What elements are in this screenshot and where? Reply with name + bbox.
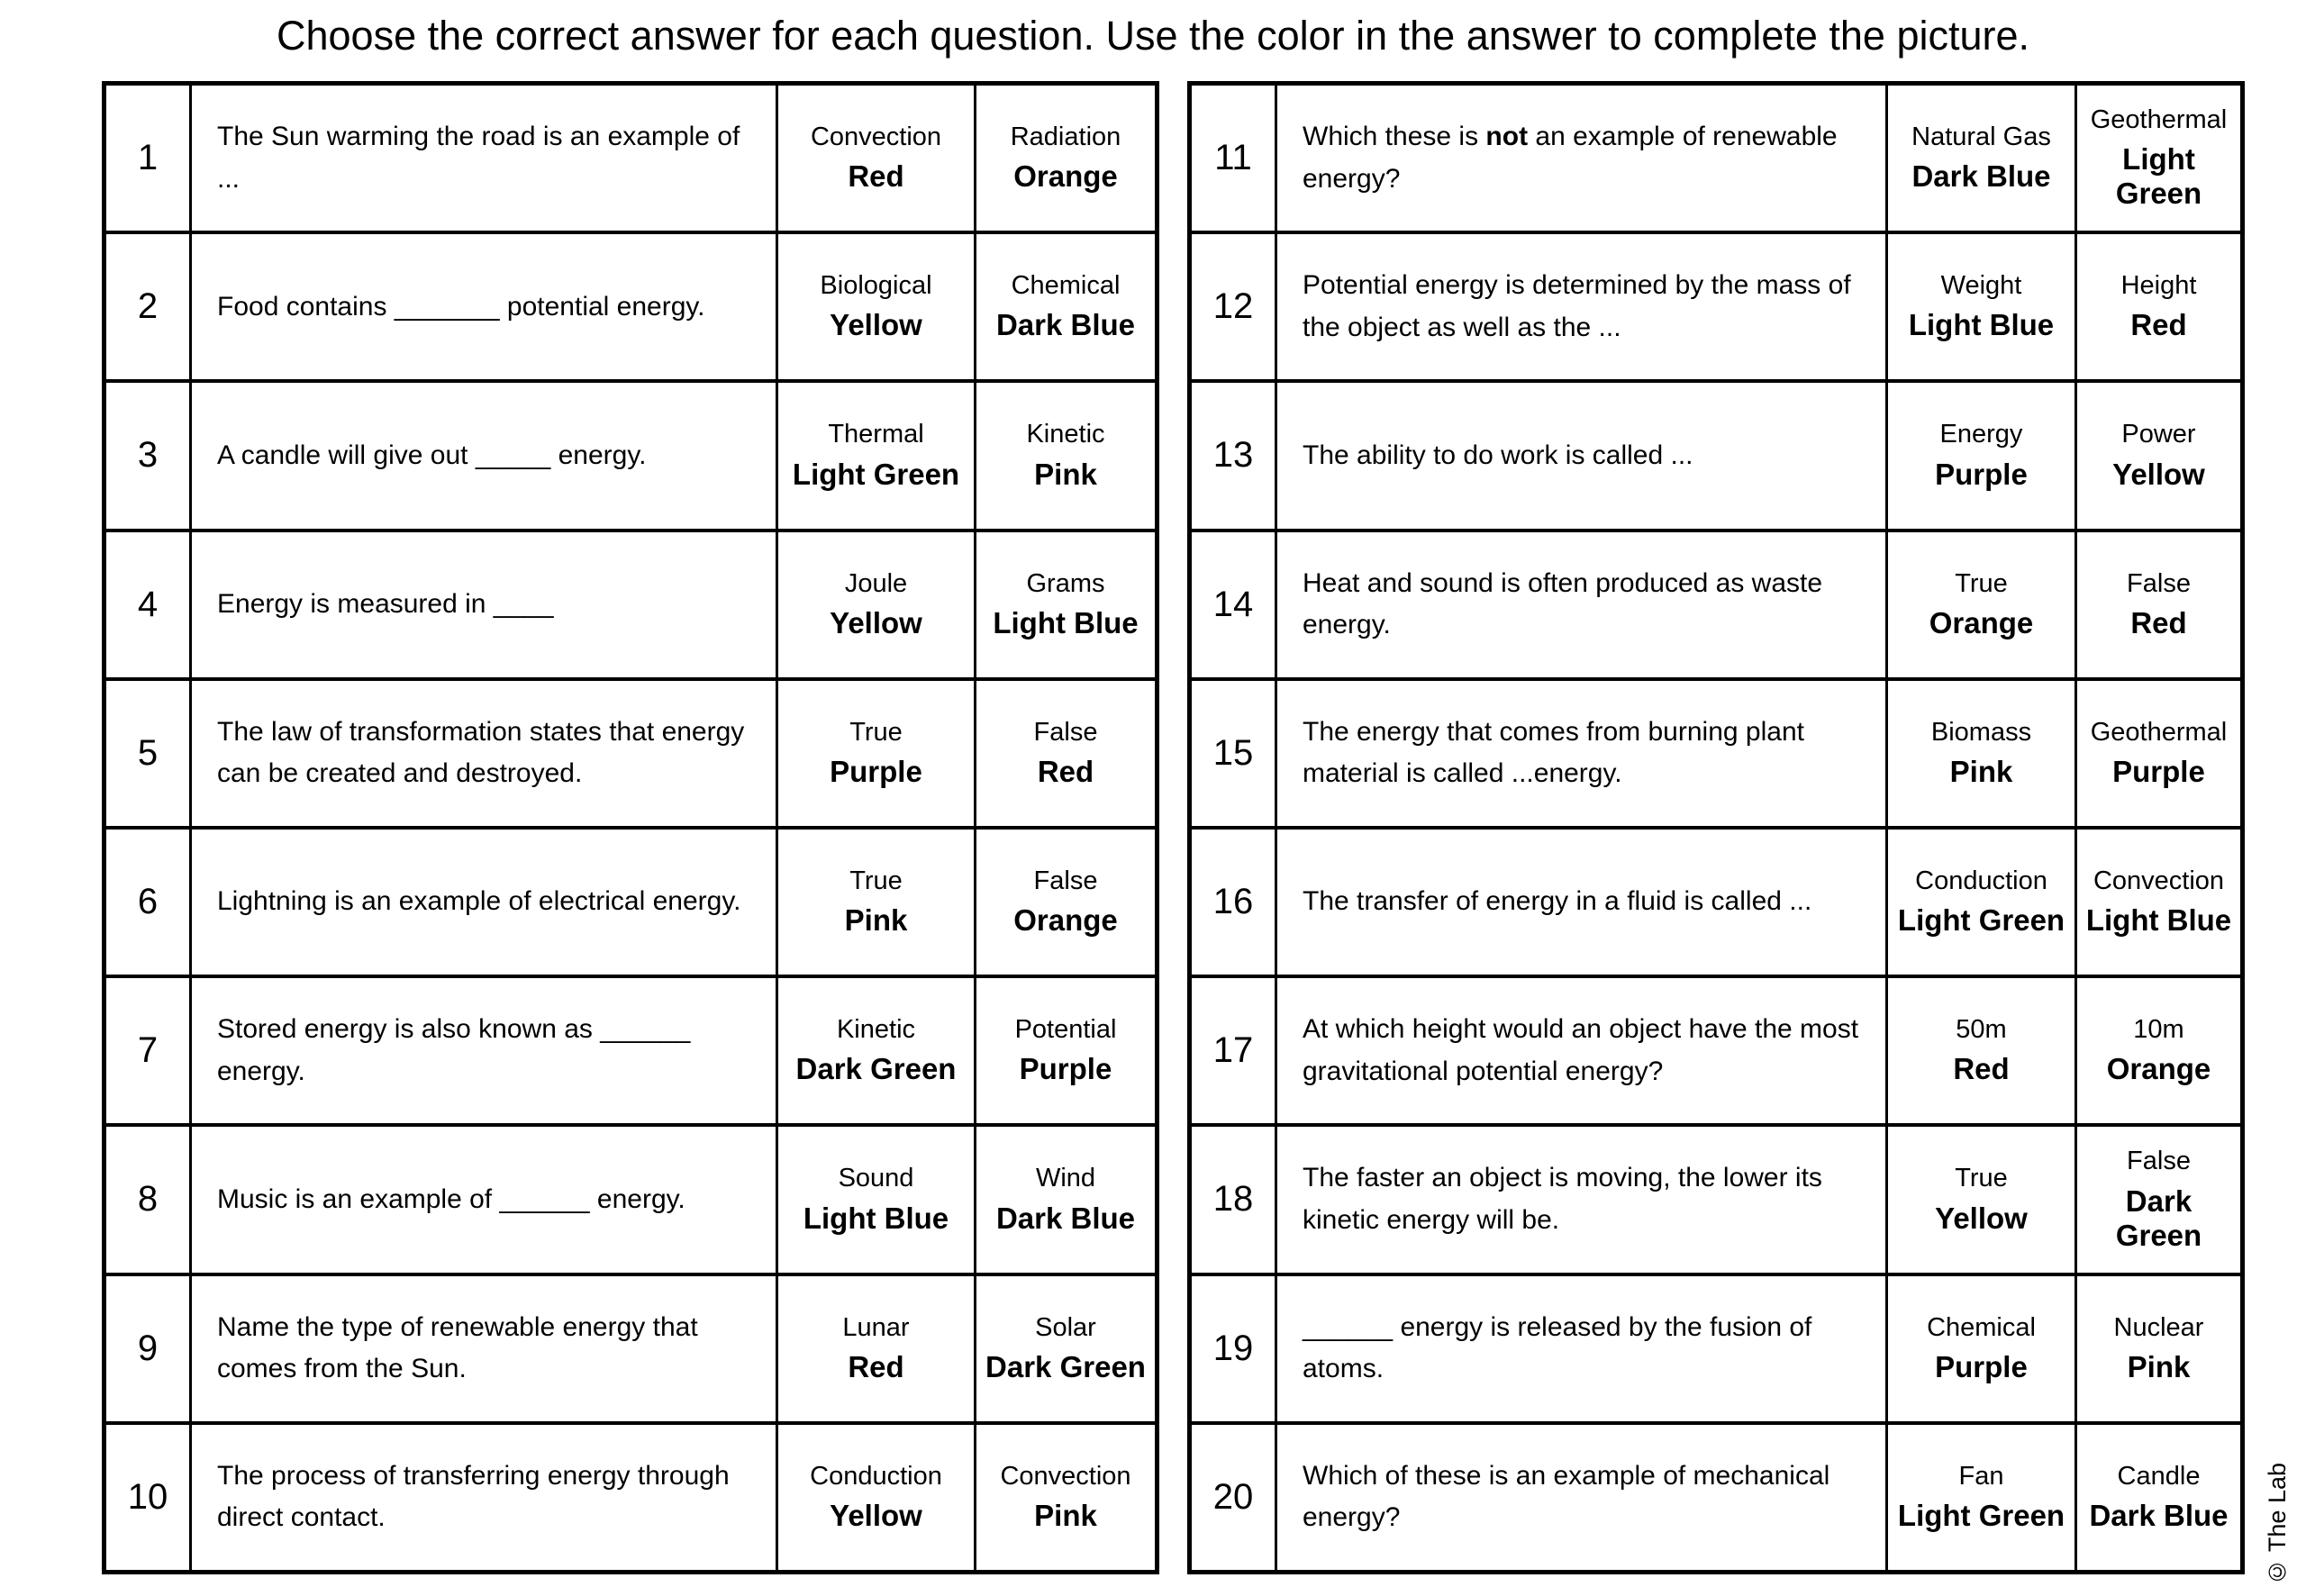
answer-option-1[interactable] <box>1888 383 2074 528</box>
option-color: Red <box>1953 1052 2010 1086</box>
option-color: Orange <box>2106 1052 2211 1086</box>
answer-option-2[interactable] <box>976 532 1155 677</box>
option-color: Red <box>848 159 904 194</box>
option-label: False <box>1033 866 1098 895</box>
option-label: False <box>2127 1147 2191 1176</box>
answer-option-2[interactable] <box>976 681 1155 826</box>
question-number-cell <box>1192 1276 1275 1421</box>
option-color: Dark Blue <box>995 308 1136 342</box>
question-number: 8 <box>137 1179 159 1220</box>
question-number: 18 <box>1212 1179 1254 1220</box>
answer-option-2[interactable] <box>2077 86 2240 231</box>
answer-option-2[interactable] <box>976 383 1155 528</box>
answer-option-2[interactable] <box>2077 978 2240 1123</box>
question-number: 6 <box>137 882 159 922</box>
table-row <box>1192 1276 2240 1421</box>
question-number-cell <box>106 978 189 1123</box>
question-number: 2 <box>137 286 159 327</box>
question-cell <box>1277 234 1885 379</box>
answer-option-2[interactable] <box>976 978 1155 1123</box>
question-cell <box>1277 978 1885 1123</box>
option-label: Wind <box>1035 1164 1096 1193</box>
option-color: Red <box>2130 605 2187 639</box>
question-cell <box>192 383 776 528</box>
question-number-cell <box>106 830 189 975</box>
question-number-cell <box>106 86 189 231</box>
answer-option-1[interactable] <box>1888 978 2074 1123</box>
question-number: 12 <box>1212 286 1254 327</box>
option-label: Weight <box>1940 271 2022 301</box>
option-color: Purple <box>1935 1349 2028 1383</box>
option-color: Light Blue <box>993 605 1139 639</box>
question-number-cell <box>106 532 189 677</box>
question-text: Lightning is an example of electrical energy. <box>217 886 741 917</box>
table-row <box>1192 234 2240 379</box>
option-color: Dark Blue <box>1911 159 2051 194</box>
answer-option-1[interactable] <box>1888 1425 2074 1570</box>
question-text: Food contains _______ potential energy. <box>217 291 705 322</box>
option-label: Thermal <box>828 420 924 449</box>
question-text: The Sun warming the road is an example of ... <box>217 122 740 194</box>
answer-option-2[interactable] <box>2077 1425 2240 1570</box>
table-row <box>106 532 1155 677</box>
answer-option-2[interactable] <box>2077 383 2240 528</box>
option-color: Light Green <box>2115 142 2202 211</box>
question-number: 19 <box>1212 1328 1254 1368</box>
question-cell <box>1277 532 1885 677</box>
copyright-credit: © The Lab <box>2264 1462 2291 1585</box>
question-number-cell <box>106 681 189 826</box>
answer-option-2[interactable] <box>2077 1127 2240 1272</box>
question-cell <box>192 978 776 1123</box>
answer-option-1[interactable] <box>778 532 974 677</box>
option-label: Convection <box>2093 866 2225 895</box>
answer-option-1[interactable] <box>1888 681 2074 826</box>
question-text: The energy that comes from burning plant material is called ...energy. <box>1303 716 1804 789</box>
option-color: Orange <box>1013 903 1118 938</box>
option-label: True <box>849 866 903 895</box>
table-row <box>1192 1127 2240 1272</box>
question-number: 15 <box>1212 732 1254 773</box>
question-number-cell <box>1192 830 1275 975</box>
option-label: 50m <box>1956 1015 2007 1045</box>
option-label: Kinetic <box>1026 420 1105 449</box>
question-number: 3 <box>137 435 159 476</box>
question-cell <box>192 681 776 826</box>
option-label: False <box>1033 717 1098 747</box>
table-row <box>106 1425 1155 1570</box>
option-color: Light Green <box>792 457 960 491</box>
question-text: Heat and sound is often produced as waste energy. <box>1303 567 1823 640</box>
answer-option-1[interactable] <box>1888 86 2074 231</box>
option-label: Biological <box>820 271 932 301</box>
table-row <box>106 978 1155 1123</box>
question-text: The law of transformation states that energy can be created and destroyed. <box>217 716 745 789</box>
option-label: Fan <box>1958 1461 2004 1491</box>
question-number-cell <box>1192 234 1275 379</box>
option-color: Yellow <box>830 308 922 342</box>
answer-option-1[interactable] <box>778 234 974 379</box>
option-label: Geothermal <box>2090 717 2228 747</box>
option-label: Chemical <box>1011 271 1121 301</box>
question-cell <box>1277 383 1885 528</box>
option-color: Yellow <box>2112 457 2205 491</box>
question-number: 1 <box>137 138 159 178</box>
table-row <box>1192 681 2240 826</box>
option-label: Solar <box>1035 1312 1096 1342</box>
option-color: Dark Green <box>985 1349 1146 1383</box>
question-number: 14 <box>1212 584 1254 624</box>
table-row <box>106 234 1155 379</box>
option-color: Orange <box>1013 159 1118 194</box>
option-color: Yellow <box>1935 1201 2028 1235</box>
question-text: Which these is not an example of renewable energy? <box>1303 122 1838 194</box>
answer-option-2[interactable] <box>976 86 1155 231</box>
question-cell <box>192 86 776 231</box>
answer-option-2[interactable] <box>2077 234 2240 379</box>
table-row <box>1192 978 2240 1123</box>
question-cell <box>192 1127 776 1272</box>
question-number-cell <box>1192 383 1275 528</box>
question-number: 5 <box>137 732 159 773</box>
question-number-cell <box>1192 532 1275 677</box>
questions-table-right <box>1187 81 2245 1574</box>
table-row <box>106 86 1155 231</box>
question-cell <box>192 1276 776 1421</box>
question-number-cell <box>106 1127 189 1272</box>
answer-option-2[interactable] <box>2077 532 2240 677</box>
option-label: Energy <box>1939 420 2023 449</box>
option-label: Conduction <box>810 1461 942 1491</box>
answer-option-2[interactable] <box>2077 681 2240 826</box>
question-cell <box>1277 1425 1885 1570</box>
question-number: 4 <box>137 584 159 624</box>
question-text: A candle will give out _____ energy. <box>217 440 647 470</box>
answer-option-2[interactable] <box>2077 830 2240 975</box>
option-label: Chemical <box>1927 1312 2036 1342</box>
option-label: Radiation <box>1010 122 1121 151</box>
option-label: Biomass <box>1930 717 2032 747</box>
table-row <box>1192 830 2240 975</box>
question-number-cell <box>106 234 189 379</box>
option-color: Pink <box>2127 1349 2191 1383</box>
question-number-cell <box>106 1425 189 1570</box>
option-color: Light Blue <box>2085 903 2232 938</box>
option-color: Light Blue <box>803 1201 949 1235</box>
table-row <box>106 681 1155 826</box>
option-label: Conduction <box>1915 866 2047 895</box>
option-label: Nuclear <box>2113 1312 2204 1342</box>
option-color: Purple <box>1019 1052 1112 1086</box>
question-text: Music is an example of ______ energy. <box>217 1183 685 1214</box>
answer-option-2[interactable] <box>976 1425 1155 1570</box>
question-number-cell <box>1192 978 1275 1123</box>
option-label: True <box>1955 568 2008 598</box>
question-number: 17 <box>1212 1030 1254 1071</box>
answer-option-2[interactable] <box>976 1127 1155 1272</box>
question-number: 16 <box>1212 882 1254 922</box>
option-label: Lunar <box>842 1312 910 1342</box>
question-cell <box>1277 830 1885 975</box>
question-text: The process of transferring energy through direct contact. <box>217 1460 730 1533</box>
question-text: The ability to do work is called ... <box>1303 440 1693 470</box>
question-number: 11 <box>1214 138 1252 178</box>
option-label: Potential <box>1014 1015 1117 1045</box>
table-row <box>1192 532 2240 677</box>
question-cell <box>1277 86 1885 231</box>
answer-option-1[interactable] <box>778 383 974 528</box>
option-color: Purple <box>2112 755 2205 789</box>
option-color: Purple <box>830 755 922 789</box>
question-number: 13 <box>1212 435 1254 476</box>
option-color: Dark Blue <box>2089 1499 2229 1533</box>
answer-option-1[interactable] <box>778 830 974 975</box>
option-label: Kinetic <box>836 1015 916 1045</box>
question-text: Energy is measured in ____ <box>217 588 554 619</box>
option-color: Light Green <box>1897 1499 2065 1533</box>
answer-option-1[interactable] <box>778 1425 974 1570</box>
option-color: Red <box>848 1349 904 1383</box>
option-color: Light Green <box>1897 903 2065 938</box>
questions-table-left <box>102 81 1159 1574</box>
question-number: 10 <box>127 1476 168 1517</box>
table-row <box>106 1276 1155 1421</box>
option-label: Candle <box>2117 1461 2201 1491</box>
question-number: 7 <box>137 1030 159 1071</box>
option-color: Dark Green <box>2115 1183 2202 1252</box>
question-text: The faster an object is moving, the lower its kinetic energy will be. <box>1303 1163 1822 1235</box>
question-text: ______ energy is released by the fusion of atoms. <box>1303 1311 1812 1384</box>
option-color: Light Blue <box>1908 308 2055 342</box>
question-text: Name the type of renewable energy that comes from the Sun. <box>217 1311 698 1384</box>
answer-option-1[interactable] <box>1888 234 2074 379</box>
answer-option-1[interactable] <box>1888 532 2074 677</box>
option-label: Convection <box>1000 1461 1131 1491</box>
question-number-cell <box>106 1276 189 1421</box>
answer-option-1[interactable] <box>778 978 974 1123</box>
option-color: Dark Blue <box>995 1201 1136 1235</box>
option-label: Power <box>2121 420 2196 449</box>
question-number: 20 <box>1212 1476 1254 1517</box>
option-color: Orange <box>1929 605 2034 639</box>
table-row <box>1192 383 2240 528</box>
option-color: Pink <box>844 903 908 938</box>
option-label: Sound <box>838 1164 914 1193</box>
answer-option-2[interactable] <box>976 234 1155 379</box>
option-color: Yellow <box>830 605 922 639</box>
question-cell <box>1277 1127 1885 1272</box>
option-label: Joule <box>844 568 908 598</box>
table-row <box>106 830 1155 975</box>
option-label: False <box>2127 568 2191 598</box>
option-color: Dark Green <box>795 1052 957 1086</box>
question-cell <box>192 532 776 677</box>
answer-option-2[interactable] <box>2077 1276 2240 1421</box>
option-color: Yellow <box>830 1499 922 1533</box>
option-color: Pink <box>1949 755 2013 789</box>
question-cell <box>192 830 776 975</box>
answer-option-2[interactable] <box>976 830 1155 975</box>
answer-option-1[interactable] <box>778 1276 974 1421</box>
option-label: Convection <box>810 122 942 151</box>
question-number-cell <box>106 383 189 528</box>
table-row <box>1192 86 2240 231</box>
answer-option-1[interactable] <box>778 681 974 826</box>
option-color: Purple <box>1935 457 2028 491</box>
question-number-cell <box>1192 1425 1275 1570</box>
option-label: True <box>849 717 903 747</box>
answer-option-1[interactable] <box>1888 830 2074 975</box>
option-color: Red <box>2130 308 2187 342</box>
question-cell <box>192 234 776 379</box>
option-label: True <box>1955 1164 2008 1193</box>
question-cell <box>192 1425 776 1570</box>
question-text: The transfer of energy in a fluid is called ... <box>1303 886 1812 917</box>
answer-option-1[interactable] <box>778 86 974 231</box>
question-number-cell <box>1192 681 1275 826</box>
table-row <box>106 383 1155 528</box>
question-text: Potential energy is determined by the mass of the object as well as the ... <box>1303 270 1851 342</box>
answer-option-1[interactable] <box>1888 1127 2074 1272</box>
option-label: Grams <box>1026 568 1105 598</box>
option-color: Pink <box>1034 457 1097 491</box>
question-text: At which height would an object have the most gravitational potential energy? <box>1303 1014 1859 1086</box>
question-number-cell <box>1192 1127 1275 1272</box>
option-color: Pink <box>1034 1499 1097 1533</box>
option-label: Geothermal <box>2090 104 2228 134</box>
question-cell <box>1277 681 1885 826</box>
option-label: Height <box>2120 271 2197 301</box>
answer-option-1[interactable] <box>1888 1276 2074 1421</box>
option-color: Red <box>1037 755 1094 789</box>
option-label: 10m <box>2133 1015 2184 1045</box>
answer-option-2[interactable] <box>976 1276 1155 1421</box>
answer-option-1[interactable] <box>778 1127 974 1272</box>
table-row <box>1192 1425 2240 1570</box>
question-text: Which of these is an example of mechanical energy? <box>1303 1460 1830 1533</box>
table-row <box>106 1127 1155 1272</box>
page-title: Choose the correct answer for each question. Use the color in the answer to complete the picture. <box>276 13 2030 59</box>
question-number-cell <box>1192 86 1275 231</box>
question-cell <box>1277 1276 1885 1421</box>
question-text: Stored energy is also known as ______ energy. <box>217 1014 691 1086</box>
question-number: 9 <box>137 1328 159 1368</box>
option-label: Natural Gas <box>1911 122 2051 151</box>
